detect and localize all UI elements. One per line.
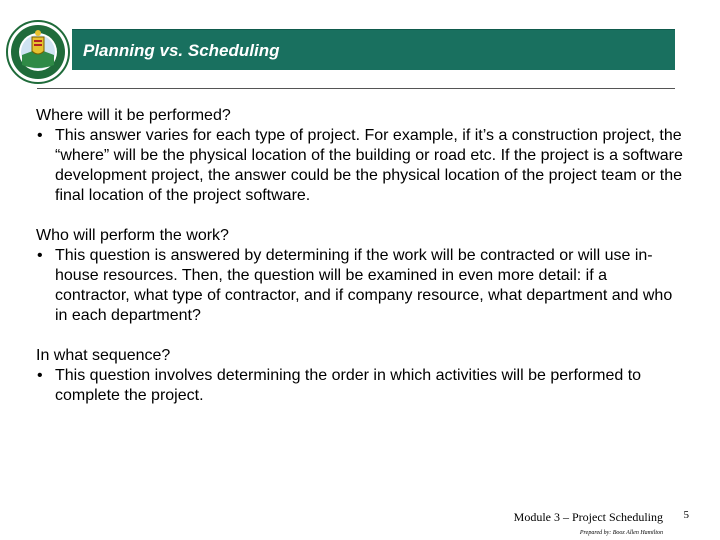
question-who: Who will perform the work? <box>36 227 229 244</box>
bullet-where <box>36 126 686 206</box>
footer-prepared-by: Prepared by: Booz Allen Hamilton <box>579 530 663 536</box>
header-divider <box>37 88 675 89</box>
bullet-text: This answer varies for each type of project. For example, if it’s a construction project, the “where” will be the physical location of the building or road etc. If the project is a software development project, the answer could be the physical location of the project team or the final location of the project software. <box>55 127 683 204</box>
department-seal-logo <box>5 19 71 85</box>
bullet-sequence <box>36 366 686 406</box>
bullet-who <box>36 246 686 326</box>
bullet-text: This question involves determining the order in which activities will be performed to complete the project. <box>55 367 642 404</box>
footer-module: Module 3 – Project Scheduling <box>513 510 663 524</box>
bullet-text: This question is answered by determining if the work will be contracted or will use in-house resources. Then, the question will be examined in even more detail: if a contractor, what type of contractor, and if company resource, what department and who in each department? <box>55 247 673 324</box>
bullet-dot: • <box>37 367 43 384</box>
question-sequence: In what sequence? <box>36 347 171 364</box>
bullet-dot: • <box>37 247 43 264</box>
question-where: Where will it be performed? <box>36 107 231 124</box>
slide-body <box>36 106 686 406</box>
page-number: 5 <box>683 509 689 521</box>
slide-title: Planning vs. Scheduling <box>83 41 280 60</box>
title-bar <box>72 29 675 70</box>
bullet-dot: • <box>37 127 43 144</box>
